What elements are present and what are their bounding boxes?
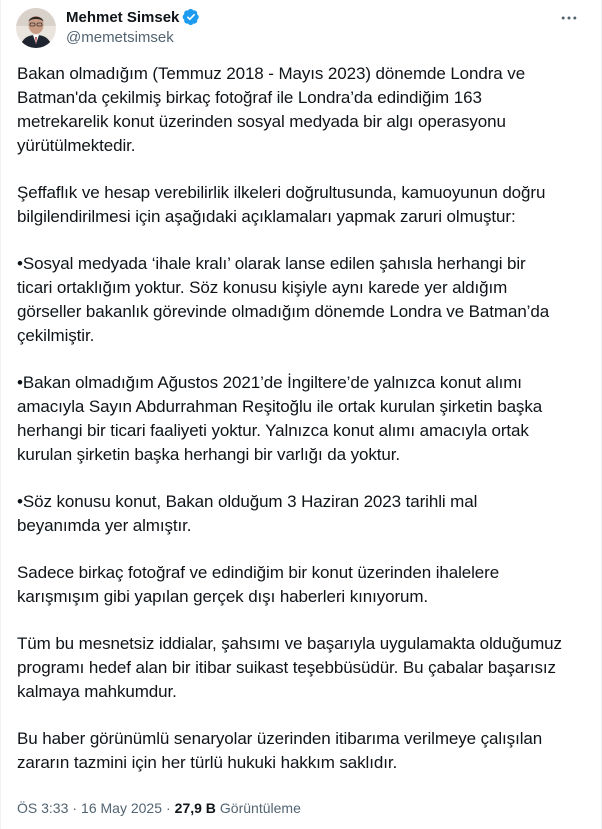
tweet-time[interactable]: ÖS 3:33 (17, 800, 69, 816)
tweet-date[interactable]: 16 May 2025 (81, 800, 162, 816)
tweet-paragraph: Tüm bu mesnetsiz iddialar, şahsımı ve başarıyla uygulamakta olduğumuz programı hedef alan bir itibar suikast teşebbüsüdür. Bu çabalar başarısız kalmaya mahkumdur. (17, 634, 562, 701)
tweet-header (16, 7, 588, 51)
tweet-paragraph: Şeffaflık ve hesap verebilirlik ilkeleri doğrultusunda, kamuoyunun doğru bilgilendirilmesi için aşağıdaki açıklamaları yapmak zaruri olmuştur: (17, 183, 546, 226)
tweet-text (17, 62, 589, 798)
avatar[interactable] (16, 8, 56, 48)
meta-separator: · (72, 800, 78, 816)
tweet-paragraph: •Bakan olmadığım Ağustos 2021’de İngiltere’de yalnızca konut alımı amacıyla Sayın Abdurrahman Reşitoğlu ile ortak kurulan şirketin başka herhangi bir ticari faaliyeti yoktur. Yalnızca konut alımı amacıyla ortak kurulan şirketin başka herhangi bir varlığı da yoktur. (17, 373, 543, 464)
verified-badge-icon (182, 8, 200, 26)
avatar-image (16, 8, 56, 48)
tweet-paragraph: Bakan olmadığım (Temmuz 2018 - Mayıs 2023) dönemde Londra ve Batman'da çekilmiş birkaç fotoğraf ile Londra’da edindiğim 163 metrekarelik konut üzerinden sosyal medyada bir algı operasyonu yürütülmektedir. (17, 64, 526, 155)
tweet-paragraph: Sadece birkaç fotoğraf ve edindiğim bir konut üzerinden ihalelere karışmışım gibi yapılan gerçek dışı haberleri kınıyorum. (17, 563, 500, 606)
tweet-paragraph: Bu haber görünümlü senaryolar üzerinden itibarıma verilmeye çalışılan zararın tazmini için her türlü hukuki hakkım saklıdır. (17, 729, 543, 772)
tweet-paragraph: •Sosyal medyada ‘ihale kralı’ olarak lanse edilen şahısla herhangi bir ticari ortaklığım yoktur. Söz konusu kişiyle aynı karede yer aldığım görseller bakanlık görevinde olmadığım dönemde Londra ve Batman’da çekilmiştir. (17, 254, 550, 345)
views-count[interactable]: 27,9 B (174, 800, 216, 816)
more-options-button[interactable] (554, 7, 584, 29)
author-handle[interactable]: @memetsimsek (66, 29, 174, 46)
author-display-name[interactable]: Mehmet Simsek (66, 8, 180, 26)
tweet-paragraph: •Söz konusu konut, Bakan olduğum 3 Haziran 2023 tarihli mal beyanımda yer almıştır. (17, 492, 478, 535)
views-label: Görüntüleme (219, 800, 301, 816)
meta-separator: · (166, 800, 171, 816)
tweet-meta (17, 800, 301, 816)
more-horizontal-icon (559, 8, 579, 28)
author-names (66, 7, 200, 46)
